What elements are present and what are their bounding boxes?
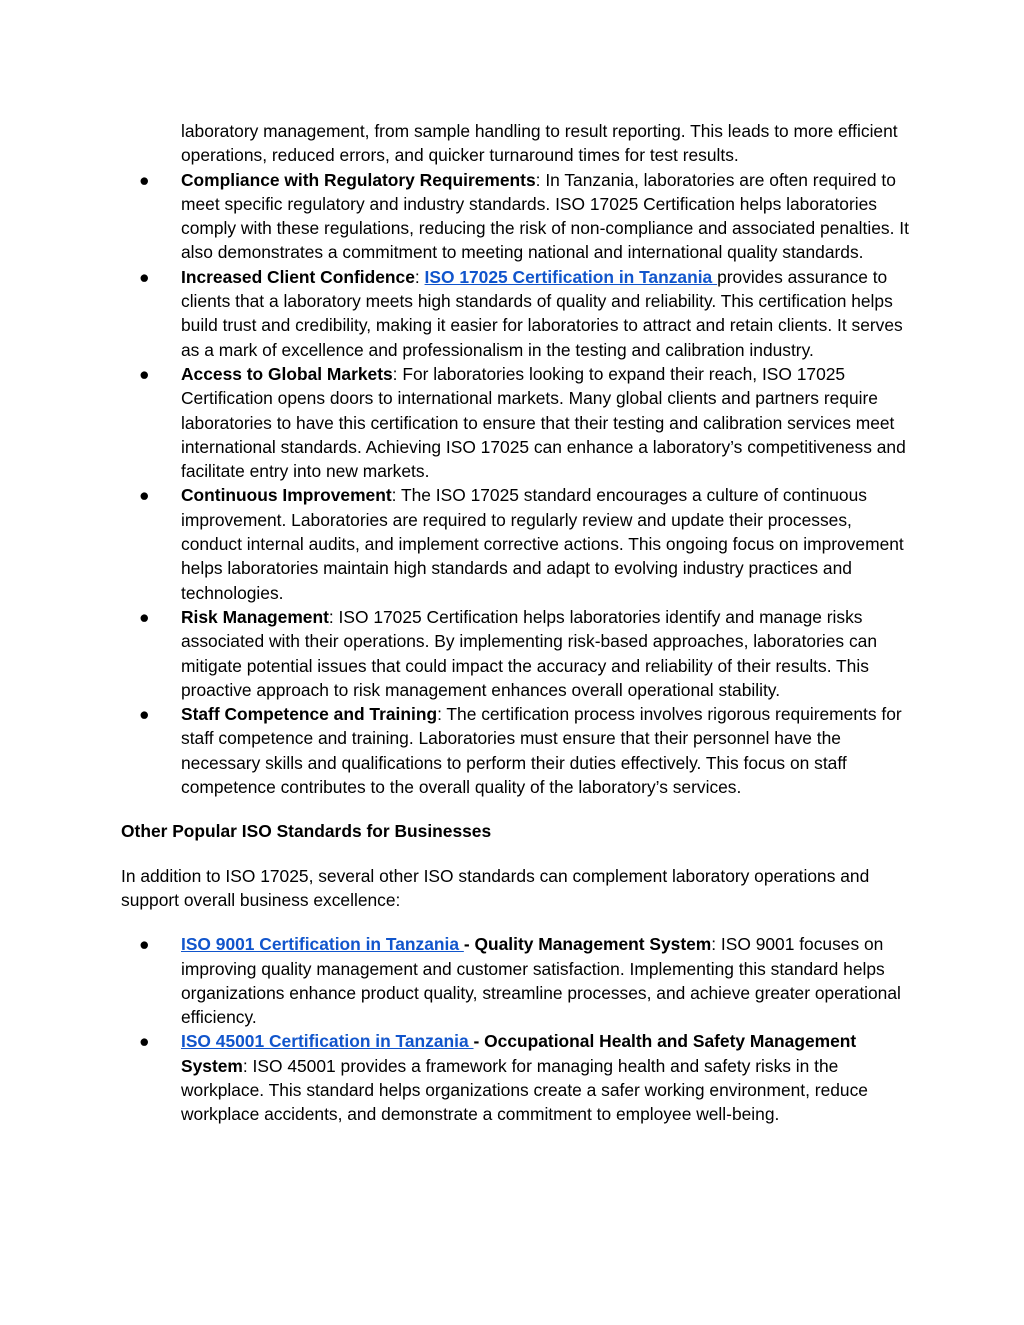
benefits-list <box>0 168 1024 800</box>
standard-term: - Occupational Health and Safety Management System <box>181 1031 857 1076</box>
standard-iso-9001 <box>139 932 909 1029</box>
bullet-icon: ● <box>139 934 150 955</box>
benefit-term: Continuous Improvement <box>181 485 392 506</box>
standard-text: : ISO 45001 provides a framework for managing health and safety risks in the workplace. This standard helps organizations create a safer working environment, reduce workplace accidents, and demonstrate a commitment to employee well-being. <box>181 1055 868 1125</box>
bullet-icon: ● <box>139 363 150 384</box>
section-heading: Other Popular ISO Standards for Businesses <box>121 821 492 842</box>
benefit-term: Access to Global Markets <box>181 363 393 384</box>
benefit-continuous-improvement <box>139 483 909 604</box>
iso-9001-link[interactable]: ISO 9001 Certification in Tanzania <box>181 934 464 955</box>
benefit-compliance <box>139 168 909 265</box>
benefit-term: Increased Client Confidence <box>181 266 415 287</box>
benefit-separator: : <box>414 266 425 287</box>
benefit-term: Risk Management <box>181 606 329 627</box>
benefit-term: Compliance with Regulatory Requirements <box>181 169 536 190</box>
standard-term: - Quality Management System <box>463 934 712 955</box>
benefit-text: ISO 17025 Certification helps laboratories identify and manage risks associated with their operations. By implementing risk-based approaches, laboratories can mitigate potential issues that could impact the accuracy and reliability of their results. This proactive approach to risk management enhances overall operational stability. <box>181 606 877 700</box>
intro-paragraph: In addition to ISO 17025, several other ISO standards can complement laboratory operations and support overall business excellence: <box>121 865 870 910</box>
benefit-text: The certification process involves rigorous requirements for staff competence and training. Laboratories must ensure that their personnel have the necessary skills and qualifications to perform their duties effectively. This focus on staff competence contributes to the overall quality of the laboratory’s services. <box>181 704 902 798</box>
iso-45001-link[interactable]: ISO 45001 Certification in Tanzania <box>181 1031 474 1052</box>
benefit-text: For laboratories looking to expand their reach, ISO 17025 Certification opens doors to international markets. Many global clients and partners require laboratories to have this certification to ensure that their testing and calibration services meet international standards. Achieving ISO 17025 can enhance a laboratory’s competitiveness and facilitate entry into new markets. <box>181 363 906 482</box>
benefit-risk-management <box>139 605 909 702</box>
bullet-icon: ● <box>139 266 150 287</box>
benefit-client-confidence <box>139 265 909 362</box>
benefit-separator: : <box>535 169 541 190</box>
benefit-staff-competence <box>139 702 909 799</box>
benefit-global-markets <box>139 362 909 483</box>
bullet-icon: ● <box>139 1031 150 1052</box>
bullet-icon: ● <box>139 169 150 190</box>
standard-text: : ISO 9001 focuses on improving quality management and customer satisfaction. Implementing this standard helps organizations enhance product quality, streamline processes, and achieve greater operational efficiency. <box>181 934 901 1028</box>
benefit-separator: : <box>392 363 398 384</box>
benefit-separator: : <box>437 704 442 725</box>
bullet-icon: ● <box>139 485 150 506</box>
standards-list <box>0 932 1024 1126</box>
continuation-paragraph: laboratory management, from sample handling to result reporting. This leads to more efficient operations, reduced errors, and quicker turnaround times for test results. <box>181 121 898 166</box>
bullet-icon: ● <box>139 606 150 627</box>
benefit-text: provides assurance to clients that a laboratory meets high standards of quality and reliability. This certification helps build trust and credibility, making it easier for laboratories to attract and retain clients. It serves as a mark of excellence and professionalism in the testing and calibration industry. <box>181 266 903 360</box>
benefit-separator: : <box>328 606 334 627</box>
standard-iso-45001 <box>139 1029 909 1126</box>
iso-17025-link[interactable]: ISO 17025 Certification in Tanzania <box>424 266 718 287</box>
benefit-term: Staff Competence and Training <box>181 704 438 725</box>
benefit-separator: : <box>391 485 397 506</box>
bullet-icon: ● <box>139 704 150 725</box>
benefit-text: In Tanzania, laboratories are often required to meet specific regulatory and industry standards. ISO 17025 Certification helps laboratories comply with these regulations, reducing the risk of non-compliance and associated penalties. It also demonstrates a commitment to meeting national and international quality standards. <box>181 169 909 263</box>
benefit-text: The ISO 17025 standard encourages a culture of continuous improvement. Laboratories are required to regularly review and update their processes, conduct internal audits, and implement corrective actions. This ongoing focus on improvement helps laboratories maintain high standards and adapt to evolving industry practices and technologies. <box>181 485 904 603</box>
